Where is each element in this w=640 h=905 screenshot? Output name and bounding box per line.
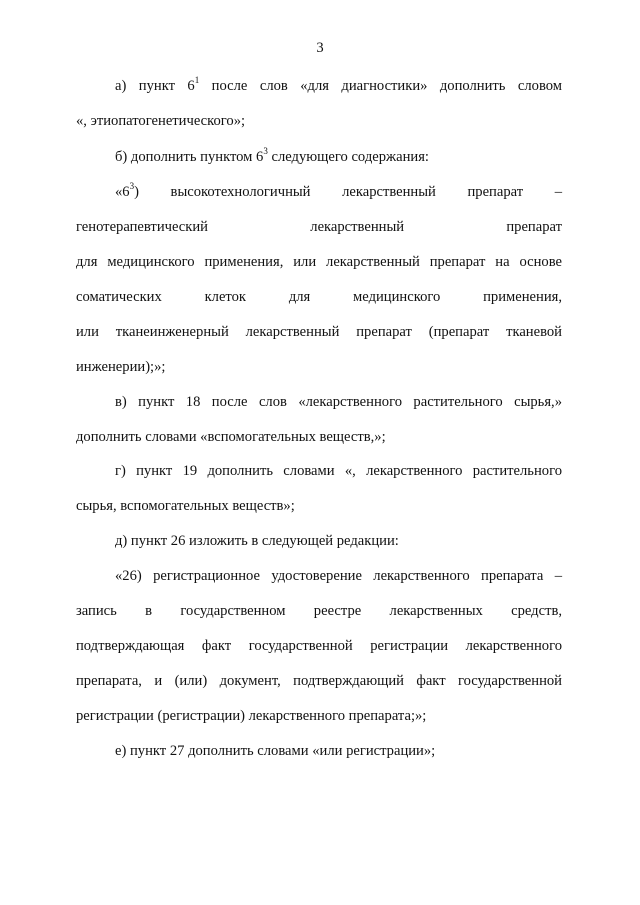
text-line: инженерии);»; [76, 359, 166, 375]
text-line: регистрации (регистрации) лекарственного препарата;»; [76, 708, 427, 724]
text-line-a: а) пункт $6^1$ после слов «для диагностики» дополнить словом [115, 75, 563, 94]
text-line: для медицинского применения, или лекарственный препарат на основе [76, 254, 562, 270]
text-line-quote: «26) регистрационное удостоверение лекарственного препарата – [115, 568, 562, 584]
text-line: генотерапевтический лекарственный препарат [76, 219, 562, 235]
text-line: препарата, и (или) документ, подтверждающий факт государственной [76, 673, 562, 689]
text-line-d: д) пункт 26 изложить в следующей редакции: [115, 533, 399, 549]
text-line: запись в государственном реестре лекарственных средств, [76, 603, 562, 619]
page-number: 3 [316, 40, 324, 56]
text-line: соматических клеток для медицинского применения, [76, 289, 562, 305]
text-line-v: в) пункт 18 после слов «лекарственного растительного сырья,» [115, 394, 562, 410]
text-line: подтверждающая факт государственной регистрации лекарственного [76, 638, 562, 654]
text-line-e: е) пункт 27 дополнить словами «или регистрации»; [115, 743, 436, 759]
text-line: дополнить словами «вспомогательных веществ,»; [76, 429, 386, 445]
text-line-quote: «$6^3$) высокотехнологичный лекарственный препарат – [115, 181, 562, 200]
text-line-b: б) дополнить пунктом $6^3$ следующего содержания: [115, 146, 429, 165]
text-line: или тканеинженерный лекарственный препарат (препарат тканевой [76, 324, 562, 340]
text-line: сырья, вспомогательных веществ»; [76, 498, 295, 514]
text-line-g: г) пункт 19 дополнить словами «, лекарственного растительного [115, 463, 562, 479]
text-line: «, этиопатогенетического»; [76, 113, 246, 129]
